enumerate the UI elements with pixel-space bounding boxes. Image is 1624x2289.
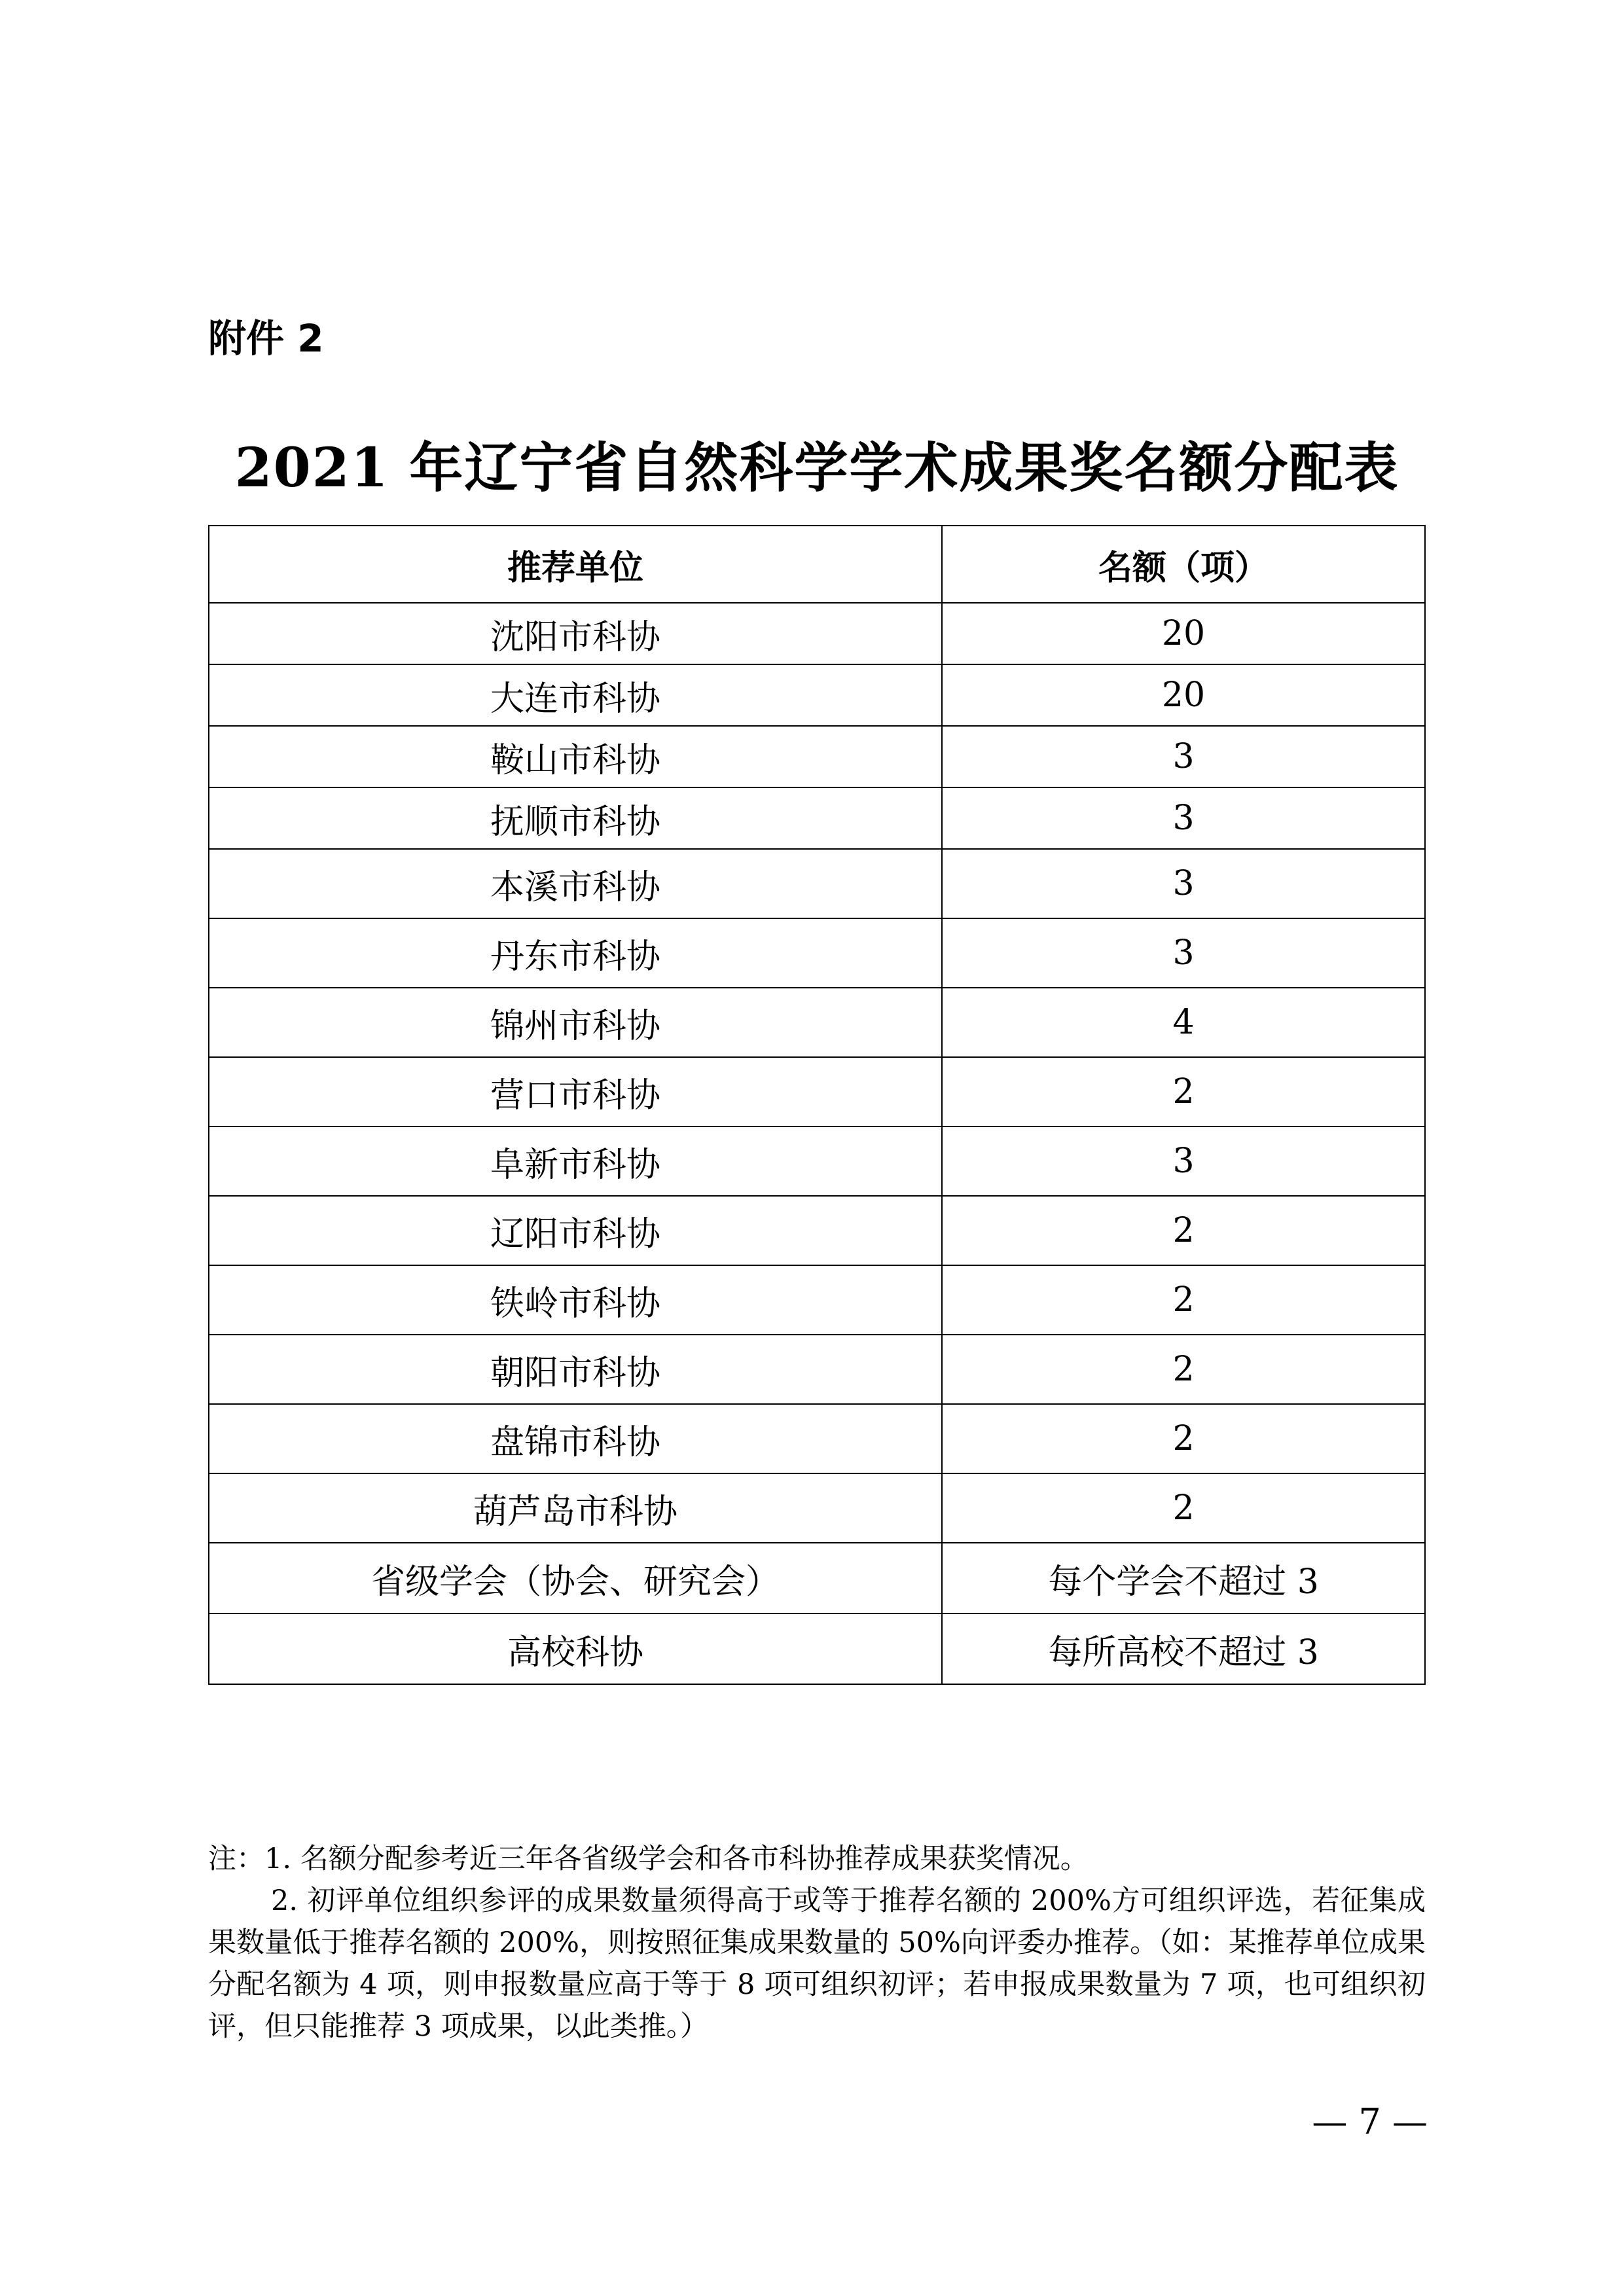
cell-quota: 2 — [942, 1404, 1425, 1473]
table-row — [209, 664, 1425, 726]
cell-unit: 抚顺市科协 — [209, 787, 942, 849]
quota-table — [208, 525, 1426, 1685]
cell-unit: 葫芦岛市科协 — [209, 1473, 942, 1543]
table-row — [209, 849, 1425, 918]
cell-quota: 每个学会不超过 3 — [942, 1543, 1425, 1613]
cell-quota: 2 — [942, 1265, 1425, 1335]
table-row — [209, 726, 1425, 787]
cell-unit: 铁岭市科协 — [209, 1265, 942, 1335]
cell-quota: 4 — [942, 988, 1425, 1057]
cell-unit: 鞍山市科协 — [209, 726, 942, 787]
cell-unit: 阜新市科协 — [209, 1126, 942, 1196]
header-unit: 推荐单位 — [209, 526, 942, 603]
table-row — [209, 1057, 1425, 1126]
cell-unit: 营口市科协 — [209, 1057, 942, 1126]
cell-unit: 高校科协 — [209, 1613, 942, 1684]
cell-quota: 3 — [942, 787, 1425, 849]
cell-quota: 2 — [942, 1335, 1425, 1404]
cell-quota: 3 — [942, 726, 1425, 787]
header-quota: 名额（项） — [942, 526, 1425, 603]
cell-unit: 辽阳市科协 — [209, 1196, 942, 1265]
cell-unit: 沈阳市科协 — [209, 603, 942, 664]
cell-unit: 丹东市科协 — [209, 918, 942, 988]
cell-quota: 3 — [942, 1126, 1425, 1196]
table-row — [209, 1404, 1425, 1473]
notes — [208, 1838, 1426, 2047]
table-row — [209, 1543, 1425, 1613]
table-row — [209, 603, 1425, 664]
cell-quota: 3 — [942, 918, 1425, 988]
note-2: 2. 初评单位组织参评的成果数量须得高于或等于推荐名额的 200%方可组织评选，若征集成果数量低于推荐名额的 200%，则按照征集成果数量的 50%向评委办推荐。（如：某推荐单位成果分配名额为 4 项，则申报数量应高于等于 8 项可组织初评；若申报成果数量为 7 项，也可组织初评，但只能推荐 3 项成果，以此类推。） — [208, 1884, 1426, 2043]
note-1: 注：1. 名额分配参考近三年各省级学会和各市科协推荐成果获奖情况。 — [208, 1843, 1089, 1875]
cell-quota: 3 — [942, 849, 1425, 918]
cell-unit: 省级学会（协会、研究会） — [209, 1543, 942, 1613]
table-row — [209, 1335, 1425, 1404]
cell-quota: 每所高校不超过 3 — [942, 1613, 1425, 1684]
cell-unit: 大连市科协 — [209, 664, 942, 726]
page-number: — 7 — — [1312, 2101, 1428, 2142]
table-row — [209, 918, 1425, 988]
table-row — [209, 1126, 1425, 1196]
table-row — [209, 1613, 1425, 1684]
cell-quota: 20 — [942, 603, 1425, 664]
table-row — [209, 1473, 1425, 1543]
table-row — [209, 1265, 1425, 1335]
table-header-row — [209, 526, 1425, 603]
cell-quota: 2 — [942, 1196, 1425, 1265]
table-row — [209, 787, 1425, 849]
cell-quota: 2 — [942, 1057, 1425, 1126]
cell-quota: 2 — [942, 1473, 1425, 1543]
table-row — [209, 1196, 1425, 1265]
cell-unit: 锦州市科协 — [209, 988, 942, 1057]
cell-unit: 本溪市科协 — [209, 849, 942, 918]
quota-table-body — [209, 603, 1425, 1684]
table-row — [209, 988, 1425, 1057]
document-title: 2021 年辽宁省自然科学学术成果奖名额分配表 — [234, 437, 1399, 499]
attachment-label: 附件 2 — [208, 316, 324, 361]
cell-unit: 盘锦市科协 — [209, 1404, 942, 1473]
cell-quota: 20 — [942, 664, 1425, 726]
cell-unit: 朝阳市科协 — [209, 1335, 942, 1404]
